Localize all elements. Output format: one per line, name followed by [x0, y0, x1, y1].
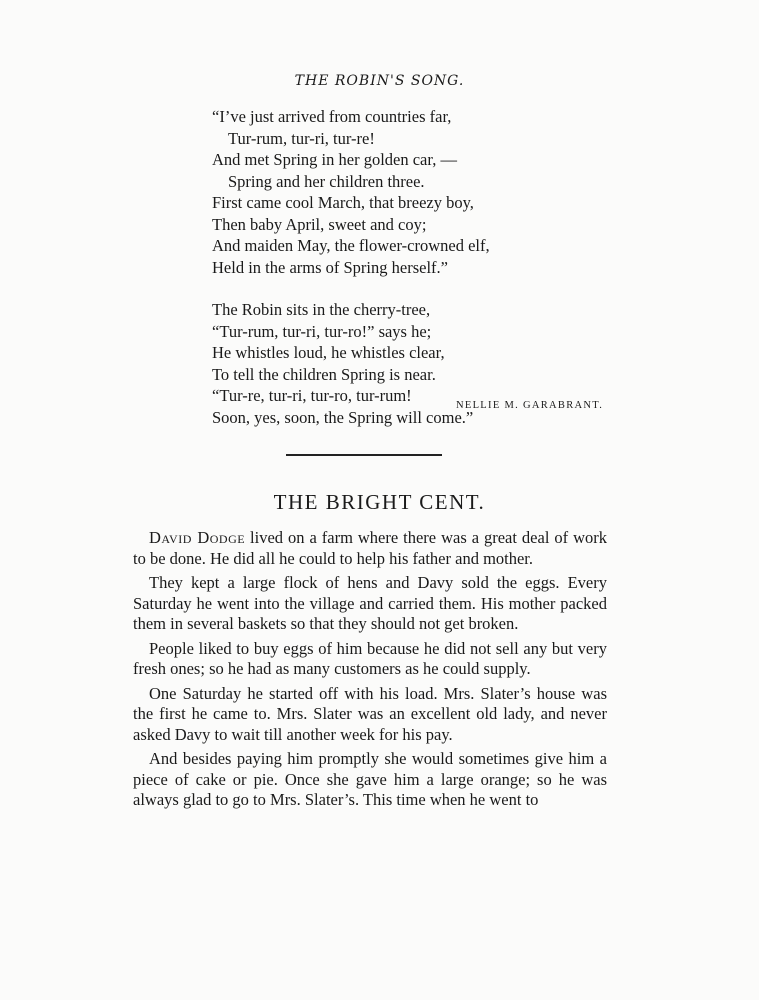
poem-line: He whistles loud, he whistles clear, — [212, 343, 445, 362]
story-paragraph-text: lived on a farm where there was a great deal of work to be done. He did all he could to help his father and mother. — [133, 528, 608, 568]
poem-line: And met Spring in her golden car, — — [212, 150, 457, 169]
story-paragraph — [133, 528, 607, 569]
poem-line: “Tur-rum, tur-ri, tur-ro!” says he; — [212, 321, 432, 341]
story-paragraph: One Saturday he started off with his load. Mrs. Slater’s house was the first he came to. Mrs. Slater was an excellent old lady, and never asked Davy to wait till another week for his pay. — [133, 683, 607, 744]
story-title: THE BRIGHT CENT. — [273, 490, 486, 514]
poem-line: Soon, yes, soon, the Spring will come.” — [212, 407, 474, 427]
poem-line: Held in the arms of Spring herself.” — [212, 257, 448, 277]
poem — [212, 106, 612, 428]
poem-line: And maiden May, the flower-crowned elf, — [212, 236, 490, 255]
poem-line: First came cool March, that breezy boy, — [212, 193, 474, 212]
story-paragraph: They kept a large flock of hens and Davy sold the eggs. Every Saturday he went into the village and carried them. His mother packed them in several baskets so that they should not get broken. — [133, 573, 607, 633]
poem-stanza-1 — [212, 106, 612, 278]
story-paragraph: And besides paying him promptly she would sometimes give him a piece of cake or pie. Once she gave him a large orange; so he was always glad to go to Mrs. Slater’s. This time when he went to — [133, 749, 607, 809]
section-divider — [286, 454, 442, 456]
poem-line: “Tur-re, tur-ri, tur-ro, tur-rum! — [212, 386, 412, 405]
poem-line: To tell the children Spring is near. — [212, 364, 436, 384]
poem-line: The Robin sits in the cherry-tree, — [212, 300, 431, 319]
poem-author: NELLIE M. GARABRANT. — [456, 400, 604, 411]
poem-line: Spring and her children three. — [228, 171, 425, 191]
poem-line: “I’ve just arrived from countries far, — [212, 107, 452, 126]
running-head: THE ROBIN'S SONG. — [294, 73, 465, 89]
story-body — [133, 528, 607, 815]
poem-line: Then baby April, sweet and coy; — [212, 214, 427, 234]
story-paragraph: People liked to buy eggs of him because he did not sell any but very fresh ones; so he had as many customers as he could supply. — [133, 638, 607, 678]
poem-line: Tur-rum, tur-ri, tur-re! — [228, 128, 375, 148]
story-opening-name: David Dodge — [149, 528, 246, 547]
